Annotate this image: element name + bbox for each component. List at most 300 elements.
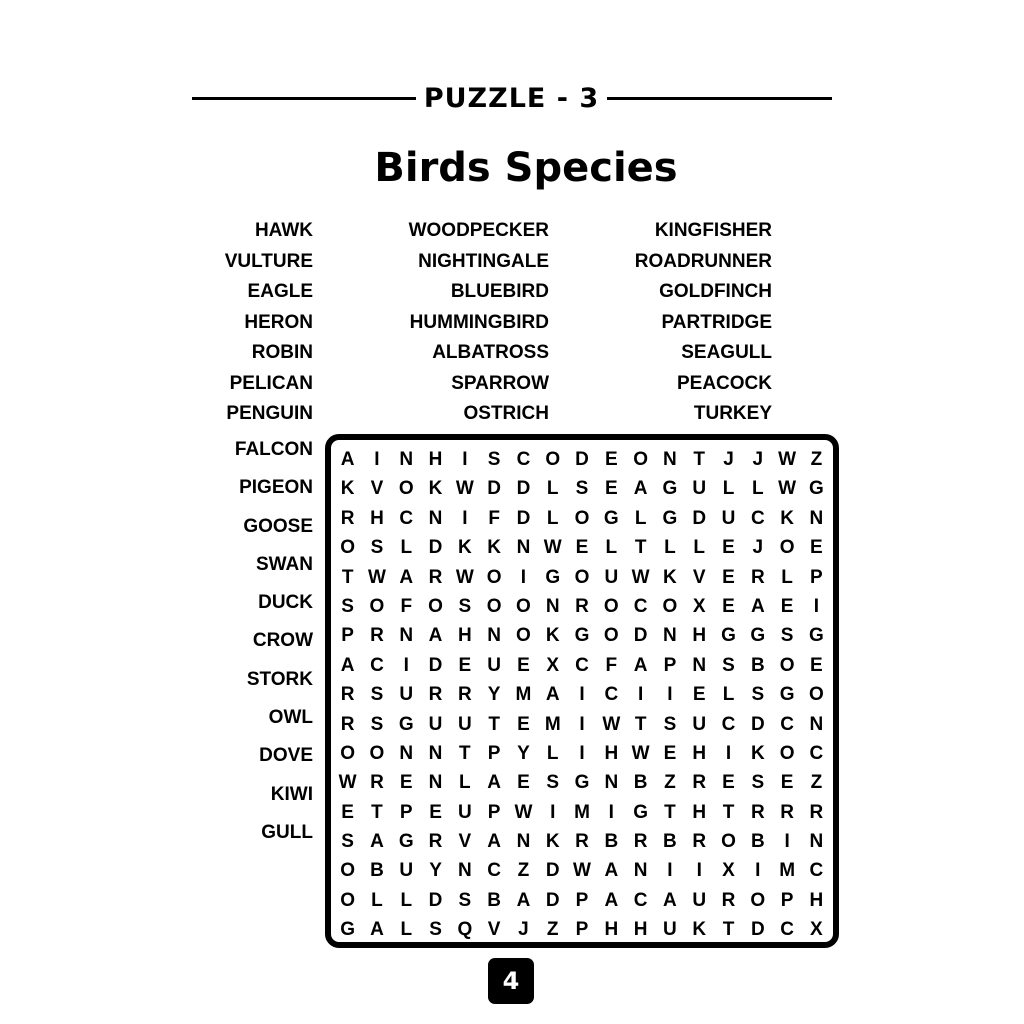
grid-letter-cell[interactable]: H <box>604 742 619 764</box>
grid-letter-cell[interactable]: R <box>575 595 589 617</box>
grid-letter-cell[interactable]: D <box>545 860 560 882</box>
grid-letter-cell[interactable]: L <box>400 919 413 941</box>
grid-letter-cell[interactable]: R <box>340 507 355 529</box>
grid-letter-cell[interactable]: G <box>398 831 414 853</box>
grid-letter-cell[interactable]: N <box>457 860 472 882</box>
grid-letter-cell[interactable]: G <box>662 478 678 500</box>
grid-letter-cell[interactable]: C <box>721 713 736 735</box>
grid-letter-cell[interactable]: S <box>546 772 560 794</box>
grid-letter-cell[interactable]: W <box>455 566 474 588</box>
grid-letter-cell[interactable]: S <box>429 919 442 941</box>
grid-letter-cell[interactable]: E <box>722 566 735 588</box>
grid-letter-cell[interactable]: U <box>663 919 677 941</box>
grid-letter-cell[interactable]: D <box>633 625 648 647</box>
grid-letter-cell[interactable]: L <box>546 478 559 500</box>
grid-letter-cell[interactable]: T <box>634 537 647 559</box>
grid-letter-cell[interactable]: U <box>399 684 414 706</box>
grid-letter-cell[interactable]: S <box>458 595 472 617</box>
word-item: PIGEON <box>239 477 313 499</box>
grid-letter-cell[interactable]: A <box>604 860 619 882</box>
grid-letter-cell[interactable]: L <box>400 537 413 559</box>
grid-letter-cell[interactable]: T <box>341 566 354 588</box>
grid-letter-cell[interactable]: S <box>663 713 677 735</box>
grid-letter-cell[interactable]: S <box>487 449 501 470</box>
grid-letter-cell[interactable]: L <box>546 742 559 764</box>
header-rule-right <box>607 97 832 100</box>
grid-letter-cell[interactable]: F <box>605 654 618 676</box>
grid-letter-cell[interactable]: E <box>692 684 706 706</box>
grid-letter-cell[interactable]: W <box>367 566 386 588</box>
grid-letter-cell[interactable]: O <box>486 566 502 588</box>
grid-letter-cell[interactable]: R <box>633 831 648 853</box>
grid-letter-cell[interactable]: O <box>779 537 795 559</box>
grid-letter-cell[interactable]: A <box>428 625 443 647</box>
grid-letter-cell[interactable]: N <box>428 507 443 529</box>
grid-letter-cell[interactable]: U <box>692 478 707 500</box>
grid-letter-cell[interactable]: A <box>516 889 531 911</box>
grid-letter-cell[interactable]: I <box>725 742 732 764</box>
grid-letter-cell[interactable]: M <box>544 713 561 735</box>
grid-letter-cell[interactable]: N <box>663 449 677 470</box>
grid-letter-cell[interactable]: K <box>692 919 707 941</box>
grid-letter-cell[interactable]: A <box>604 889 619 911</box>
grid-letter-cell[interactable]: L <box>546 507 559 529</box>
grid-letter-cell[interactable]: N <box>809 507 824 529</box>
grid-letter-cell[interactable]: R <box>692 831 707 853</box>
grid-letter-cell[interactable]: R <box>780 801 794 823</box>
grid-letter-cell[interactable]: C <box>575 654 589 676</box>
grid-letter-cell[interactable]: U <box>457 801 472 823</box>
grid-letter-cell[interactable]: O <box>574 566 590 588</box>
grid-letter-cell[interactable]: S <box>370 684 384 706</box>
grid-letter-cell[interactable]: K <box>750 742 765 764</box>
grid-letter-cell[interactable]: R <box>692 772 707 794</box>
grid-letter-cell[interactable]: A <box>340 654 355 676</box>
word-item: KINGFISHER <box>654 220 772 241</box>
grid-letter-cell[interactable]: B <box>370 860 384 882</box>
grid-letter-cell[interactable]: I <box>403 654 409 676</box>
grid-letter-cell[interactable]: F <box>400 595 413 617</box>
grid-letter-cell[interactable]: I <box>520 566 527 588</box>
grid-letter-cell[interactable]: U <box>457 713 472 735</box>
grid-letter-cell[interactable]: A <box>487 772 501 794</box>
grid-letter-cell[interactable]: E <box>663 742 677 764</box>
grid-letter-cell[interactable]: V <box>487 919 501 941</box>
grid-letter-cell[interactable]: E <box>458 654 472 676</box>
grid-letter-cell[interactable]: G <box>398 713 414 735</box>
grid-letter-cell[interactable]: W <box>514 801 533 823</box>
grid-letter-cell[interactable]: O <box>603 595 619 617</box>
grid-letter-cell[interactable]: R <box>457 684 472 706</box>
grid-letter-cell[interactable]: V <box>370 478 384 500</box>
grid-letter-cell[interactable]: N <box>516 831 531 853</box>
grid-letter-cell[interactable]: I <box>608 801 614 823</box>
grid-letter-cell[interactable]: P <box>341 625 354 647</box>
grid-letter-cell[interactable]: M <box>779 860 796 882</box>
grid-letter-cell[interactable]: W <box>778 478 797 500</box>
grid-letter-cell[interactable]: N <box>487 625 501 647</box>
grid-letter-cell[interactable]: D <box>575 449 589 470</box>
grid-letter-cell[interactable]: N <box>633 860 648 882</box>
grid-letter-cell[interactable]: O <box>779 654 795 676</box>
grid-letter-cell[interactable]: C <box>809 742 824 764</box>
grid-letter-cell[interactable]: S <box>751 684 765 706</box>
grid-letter-cell[interactable]: Z <box>517 860 530 882</box>
grid-letter-cell[interactable]: E <box>722 595 735 617</box>
grid-letter-cell[interactable]: O <box>369 595 385 617</box>
grid-letter-cell[interactable]: E <box>517 713 530 735</box>
grid-letter-cell[interactable]: C <box>809 860 824 882</box>
grid-letter-cell[interactable]: L <box>693 537 706 559</box>
grid-letter-cell[interactable]: C <box>370 654 384 676</box>
grid-letter-cell[interactable]: K <box>457 537 472 559</box>
grid-letter-cell[interactable]: N <box>428 742 443 764</box>
grid-letter-cell[interactable]: U <box>487 654 501 676</box>
grid-letter-cell[interactable]: R <box>428 566 443 588</box>
grid-letter-cell[interactable]: G <box>340 919 356 941</box>
grid-letter-cell[interactable]: D <box>487 478 501 500</box>
grid-letter-cell[interactable]: O <box>340 742 356 764</box>
grid-letter-cell[interactable]: E <box>429 801 442 823</box>
grid-letter-cell[interactable]: I <box>637 684 644 706</box>
grid-letter-cell[interactable]: I <box>579 684 585 706</box>
grid-letter-cell[interactable]: Y <box>517 742 530 764</box>
grid-letter-cell[interactable]: W <box>631 742 650 764</box>
grid-letter-cell[interactable]: K <box>428 478 443 500</box>
grid-letter-cell[interactable]: D <box>428 654 443 676</box>
grid-letter-cell[interactable]: C <box>633 595 648 617</box>
grid-letter-cell[interactable]: U <box>721 507 736 529</box>
grid-letter-cell[interactable]: E <box>810 537 823 559</box>
grid-letter-cell[interactable]: O <box>340 860 356 882</box>
grid-letter-cell[interactable]: W <box>455 478 474 500</box>
grid-letter-cell[interactable]: W <box>573 860 591 882</box>
grid-letter-cell[interactable]: O <box>721 831 736 853</box>
grid-letter-cell[interactable]: K <box>487 537 501 559</box>
puzzle-label: PUZZLE - 3 <box>423 83 600 114</box>
grid-letter-cell[interactable]: W <box>543 537 562 559</box>
grid-letter-cell[interactable]: R <box>428 684 443 706</box>
grid-letter-cell[interactable]: T <box>664 801 676 823</box>
grid-letter-cell[interactable]: L <box>664 537 676 559</box>
grid-letter-cell[interactable]: N <box>604 772 619 794</box>
grid-letter-cell[interactable]: G <box>574 625 590 647</box>
grid-letter-cell[interactable]: Z <box>810 772 823 794</box>
grid-letter-cell[interactable]: C <box>604 684 619 706</box>
grid-letter-cell[interactable]: I <box>550 801 556 823</box>
grid-letter-cell[interactable]: S <box>722 654 735 676</box>
grid-letter-cell[interactable]: R <box>809 801 824 823</box>
grid-letter-cell[interactable]: N <box>399 742 414 764</box>
grid-letter-cell[interactable]: W <box>338 772 357 794</box>
grid-letter-cell[interactable]: S <box>780 625 794 647</box>
grid-letter-cell[interactable]: G <box>750 625 766 647</box>
grid-letter-cell[interactable]: E <box>604 478 618 500</box>
grid-letter-cell[interactable]: H <box>809 889 824 911</box>
grid-letter-cell[interactable]: D <box>545 889 560 911</box>
grid-letter-cell[interactable]: L <box>459 772 471 794</box>
grid-letter-cell[interactable]: R <box>340 713 355 735</box>
grid-letter-cell[interactable]: X <box>692 595 706 617</box>
grid-letter-cell[interactable]: G <box>809 625 824 647</box>
grid-letter-cell[interactable]: X <box>722 860 735 882</box>
grid-letter-cell[interactable]: X <box>546 654 560 676</box>
grid-letter-cell[interactable]: A <box>750 595 765 617</box>
grid-letter-cell[interactable]: E <box>399 772 413 794</box>
grid-letter-cell[interactable]: S <box>458 889 472 911</box>
grid-letter-cell[interactable]: K <box>663 566 677 588</box>
grid-letter-cell[interactable]: Q <box>457 919 473 941</box>
grid-letter-cell[interactable]: O <box>574 507 590 529</box>
word-item: GOLDFINCH <box>659 281 772 302</box>
grid-letter-cell[interactable]: O <box>340 537 356 559</box>
grid-letter-cell[interactable]: U <box>692 713 707 735</box>
grid-letter-cell[interactable]: T <box>371 801 383 823</box>
grid-letter-cell[interactable]: L <box>605 537 618 559</box>
grid-letter-cell[interactable]: C <box>780 713 794 735</box>
grid-letter-cell[interactable]: B <box>604 831 619 853</box>
grid-letter-cell[interactable]: I <box>374 449 380 470</box>
grid-letter-cell[interactable]: L <box>722 684 735 706</box>
grid-letter-cell[interactable]: A <box>340 449 355 470</box>
grid-letter-cell[interactable]: P <box>487 742 501 764</box>
page-title: Birds Species <box>374 145 678 191</box>
grid-letter-cell[interactable]: Y <box>429 860 442 882</box>
grid-letter-cell[interactable]: B <box>750 654 765 676</box>
grid-letter-cell[interactable]: R <box>750 801 765 823</box>
grid-letter-cell[interactable]: E <box>517 772 530 794</box>
grid-letter-cell[interactable]: T <box>693 449 706 470</box>
grid-letter-cell[interactable]: T <box>722 919 735 941</box>
grid-letter-cell[interactable]: J <box>752 537 764 559</box>
grid-letter-cell[interactable]: N <box>545 595 560 617</box>
grid-letter-cell[interactable]: O <box>428 595 443 617</box>
grid-letter-cell[interactable]: U <box>428 713 443 735</box>
grid-letter-cell[interactable]: L <box>752 478 764 500</box>
grid-letter-cell[interactable]: S <box>575 478 589 500</box>
grid-letter-cell[interactable]: L <box>371 889 383 911</box>
grid-letter-cell[interactable]: I <box>784 831 790 853</box>
grid-letter-cell[interactable]: D <box>516 478 531 500</box>
grid-letter-cell[interactable]: I <box>462 449 468 470</box>
grid-letter-cell[interactable]: A <box>633 478 648 500</box>
grid-letter-cell[interactable]: W <box>778 449 797 470</box>
grid-letter-cell[interactable]: D <box>428 537 443 559</box>
grid-letter-cell[interactable]: P <box>399 801 413 823</box>
grid-letter-cell[interactable]: P <box>810 566 823 588</box>
grid-letter-cell[interactable]: I <box>755 860 761 882</box>
grid-letter-cell[interactable]: S <box>341 595 354 617</box>
grid-letter-cell[interactable]: O <box>603 625 619 647</box>
grid-letter-cell[interactable]: Y <box>487 684 501 706</box>
grid-letter-cell[interactable]: O <box>545 449 561 470</box>
grid-letter-cell[interactable]: K <box>340 478 355 500</box>
grid-letter-cell[interactable]: J <box>723 449 734 470</box>
grid-letter-cell[interactable]: E <box>780 595 794 617</box>
grid-letter-cell[interactable]: L <box>781 566 793 588</box>
grid-letter-cell[interactable]: G <box>721 625 736 647</box>
grid-letter-cell[interactable]: I <box>667 684 673 706</box>
grid-letter-cell[interactable]: J <box>752 449 764 470</box>
grid-letter-cell[interactable]: E <box>604 449 618 470</box>
grid-letter-cell[interactable]: R <box>340 684 355 706</box>
grid-letter-cell[interactable]: D <box>750 713 765 735</box>
grid-letter-cell[interactable]: C <box>487 860 501 882</box>
grid-letter-cell[interactable]: O <box>340 889 356 911</box>
grid-letter-cell[interactable]: T <box>634 713 647 735</box>
grid-letter-cell[interactable]: K <box>545 831 560 853</box>
grid-letter-cell[interactable]: O <box>369 742 385 764</box>
word-item: PELICAN <box>229 372 313 394</box>
grid-letter-cell[interactable]: P <box>575 889 589 911</box>
grid-letter-cell[interactable]: I <box>813 595 820 617</box>
grid-letter-cell[interactable]: N <box>663 625 677 647</box>
grid-letter-cell[interactable]: K <box>545 625 560 647</box>
grid-letter-cell[interactable]: L <box>722 478 735 500</box>
grid-letter-cell[interactable]: G <box>603 507 619 529</box>
grid-letter-cell[interactable]: N <box>516 537 531 559</box>
grid-letter-cell[interactable]: V <box>458 831 472 853</box>
grid-letter-cell[interactable]: T <box>488 713 500 735</box>
grid-letter-cell[interactable]: R <box>370 772 384 794</box>
grid-letter-cell[interactable]: A <box>399 566 414 588</box>
grid-letter-cell[interactable]: H <box>692 801 707 823</box>
grid-letter-cell[interactable]: N <box>809 713 824 735</box>
grid-letter-cell[interactable]: O <box>662 595 678 617</box>
grid-letter-cell[interactable]: H <box>370 507 384 529</box>
grid-letter-cell[interactable]: C <box>516 449 531 470</box>
grid-letter-cell[interactable]: I <box>462 507 468 529</box>
grid-letter-cell[interactable]: E <box>810 654 823 676</box>
grid-letter-cell[interactable]: I <box>579 742 585 764</box>
grid-letter-cell[interactable]: C <box>750 507 765 529</box>
grid-letter-cell[interactable]: A <box>633 654 648 676</box>
grid-letter-cell[interactable]: O <box>398 478 414 500</box>
grid-letter-cell[interactable]: E <box>517 654 530 676</box>
grid-letter-cell[interactable]: E <box>722 772 735 794</box>
grid-letter-cell[interactable]: M <box>515 684 532 706</box>
grid-letter-cell[interactable]: N <box>692 654 707 676</box>
grid-letter-cell[interactable]: O <box>516 625 531 647</box>
grid-letter-cell[interactable]: W <box>631 566 650 588</box>
grid-letter-cell[interactable]: G <box>633 801 648 823</box>
word-item: OSTRICH <box>463 403 549 424</box>
grid-letter-cell[interactable]: H <box>692 625 707 647</box>
grid-letter-cell[interactable]: Z <box>810 449 823 470</box>
grid-letter-cell[interactable]: Z <box>664 772 676 794</box>
grid-letter-cell[interactable]: E <box>341 801 354 823</box>
grid-letter-cell[interactable]: Z <box>546 919 559 941</box>
grid-letter-cell[interactable]: O <box>809 684 824 706</box>
grid-letter-cell[interactable]: H <box>692 742 707 764</box>
grid-letter-cell[interactable]: H <box>428 449 443 470</box>
grid-letter-cell[interactable]: C <box>399 507 414 529</box>
grid-letter-cell[interactable]: O <box>486 595 502 617</box>
grid-letter-cell[interactable]: S <box>751 772 765 794</box>
grid-letter-cell[interactable]: U <box>692 889 707 911</box>
grid-letter-cell[interactable]: D <box>750 919 765 941</box>
grid-letter-cell[interactable]: H <box>604 919 619 941</box>
grid-letter-cell[interactable]: X <box>810 919 823 941</box>
grid-letter-cell[interactable]: D <box>692 507 707 529</box>
grid-letter-cell[interactable]: I <box>667 860 673 882</box>
grid-letter-cell[interactable]: I <box>579 713 585 735</box>
grid-letter-cell[interactable]: G <box>779 684 795 706</box>
grid-letter-cell[interactable]: O <box>779 742 795 764</box>
word-item: EAGLE <box>247 281 313 302</box>
grid-letter-cell[interactable]: H <box>633 919 648 941</box>
grid-letter-cell[interactable]: N <box>428 772 443 794</box>
grid-letter-cell[interactable]: F <box>488 507 500 529</box>
grid-letter-cell[interactable]: S <box>370 713 384 735</box>
grid-letter-cell[interactable]: P <box>663 654 677 676</box>
grid-letter-cell[interactable]: N <box>399 449 414 470</box>
grid-letter-cell[interactable]: B <box>663 831 677 853</box>
grid-letter-cell[interactable]: A <box>487 831 501 853</box>
grid-letter-cell[interactable]: M <box>574 801 590 823</box>
grid-letter-cell[interactable]: T <box>722 801 735 823</box>
grid-letter-cell[interactable]: E <box>575 537 589 559</box>
grid-letter-cell[interactable]: G <box>574 772 590 794</box>
grid-letter-cell[interactable]: O <box>633 449 648 470</box>
grid-letter-cell[interactable]: R <box>721 889 736 911</box>
grid-letter-cell[interactable]: K <box>780 507 794 529</box>
grid-letter-cell[interactable]: D <box>516 507 531 529</box>
grid-letter-cell[interactable]: U <box>399 860 414 882</box>
grid-letter-cell[interactable]: S <box>370 537 384 559</box>
grid-letter-cell[interactable]: N <box>399 625 414 647</box>
grid-letter-cell[interactable]: A <box>370 831 384 853</box>
grid-letter-cell[interactable]: G <box>662 507 678 529</box>
grid-letter-cell[interactable]: T <box>459 742 471 764</box>
grid-letter-cell[interactable]: N <box>809 831 824 853</box>
grid-letter-cell[interactable]: C <box>633 889 648 911</box>
grid-letter-cell[interactable]: D <box>428 889 443 911</box>
grid-letter-cell[interactable]: W <box>602 713 621 735</box>
grid-letter-cell[interactable]: R <box>428 831 443 853</box>
grid-letter-cell[interactable]: A <box>663 889 677 911</box>
grid-letter-cell[interactable]: H <box>457 625 472 647</box>
grid-letter-cell[interactable]: E <box>722 537 735 559</box>
grid-letter-cell[interactable]: S <box>341 831 354 853</box>
grid-letter-cell[interactable]: A <box>370 919 384 941</box>
grid-letter-cell[interactable]: I <box>696 860 702 882</box>
grid-letter-cell[interactable]: P <box>780 889 794 911</box>
grid-letter-cell[interactable]: P <box>575 919 589 941</box>
grid-letter-cell[interactable]: J <box>518 919 529 941</box>
grid-letter-cell[interactable]: O <box>750 889 766 911</box>
grid-letter-cell[interactable]: E <box>780 772 794 794</box>
grid-letter-cell[interactable]: R <box>575 831 589 853</box>
grid-letter-cell[interactable]: C <box>780 919 794 941</box>
word-item: ALBATROSS <box>432 342 549 363</box>
grid-letter-cell[interactable]: A <box>545 684 560 706</box>
grid-letter-cell[interactable]: R <box>370 625 384 647</box>
grid-letter-cell[interactable]: O <box>516 595 531 617</box>
grid-letter-cell[interactable]: U <box>604 566 619 588</box>
grid-letter-cell[interactable]: B <box>750 831 765 853</box>
grid-letter-cell[interactable]: L <box>400 889 413 911</box>
grid-letter-cell[interactable]: R <box>750 566 765 588</box>
grid-letter-cell[interactable]: L <box>634 507 647 529</box>
grid-letter-cell[interactable]: G <box>809 478 824 500</box>
grid-letter-cell[interactable]: B <box>487 889 501 911</box>
grid-letter-cell[interactable]: P <box>487 801 501 823</box>
word-item: PEACOCK <box>676 372 772 394</box>
grid-letter-cell[interactable]: V <box>692 566 706 588</box>
grid-letter-cell[interactable]: B <box>633 772 648 794</box>
grid-letter-cell[interactable]: G <box>545 566 561 588</box>
